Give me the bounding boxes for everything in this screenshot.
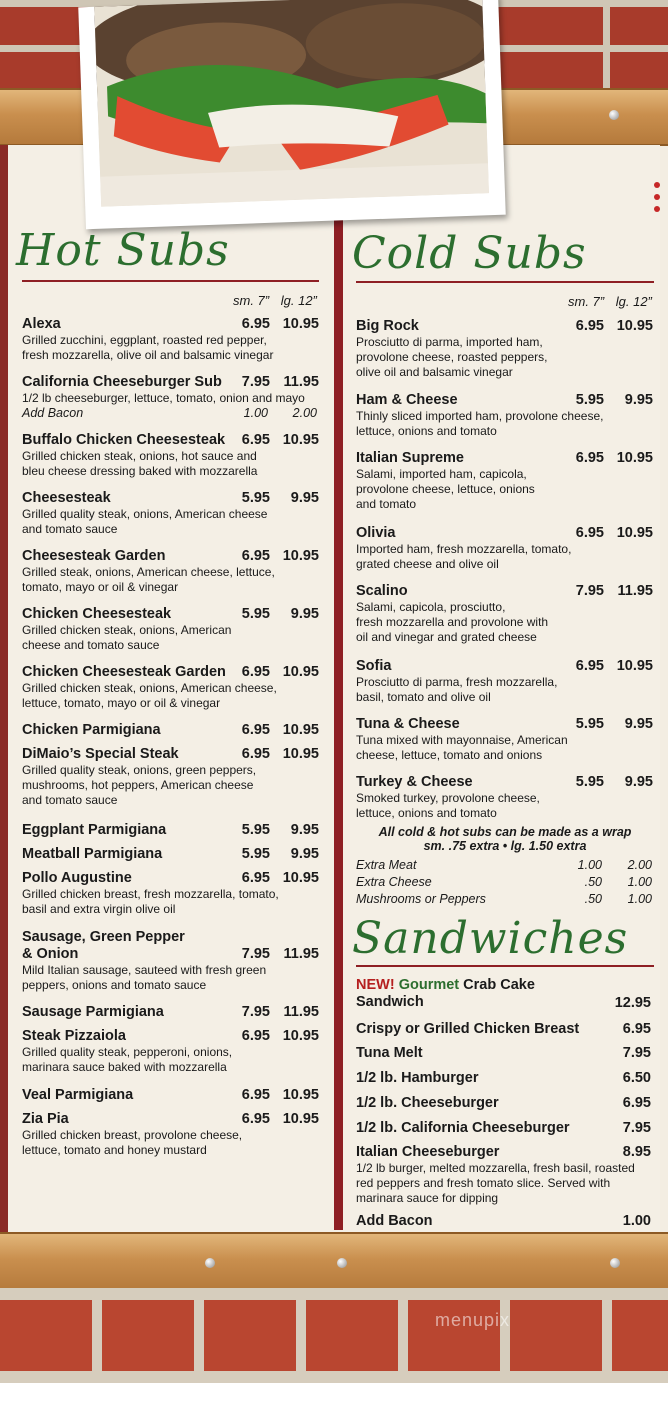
hot-item-price-small: 6.95 (241, 1111, 270, 1127)
hot-item-price-large: 10.95 (282, 722, 319, 738)
cold-item-description: Thinly sliced imported ham, provolone cheese, (356, 409, 604, 423)
cold-item-description: Smoked turkey, provolone cheese, (356, 791, 540, 805)
hot-item (22, 1111, 322, 1158)
cold-item-description: fresh mozzarella and provolone with (356, 615, 549, 629)
hot-item-name: Eggplant Parmigiana (22, 822, 167, 838)
sandwich-item (356, 1213, 654, 1230)
sandwich-item-description: red peppers and fresh tomato slice. Served with (356, 1176, 611, 1190)
wrap-note-line-1: All cold & hot subs can be made as a wrap (378, 825, 632, 839)
hot-item-name: Buffalo Chicken Cheesesteak (22, 432, 226, 448)
extra-item (356, 892, 654, 907)
sandwich-item-price: 1.00 (622, 1213, 651, 1229)
wood-plank-bottom (0, 1232, 668, 1292)
cold-size-header (568, 294, 652, 309)
cold-size-small-label: sm. 7” (568, 294, 605, 309)
cold-item-price-large: 10.95 (616, 658, 653, 674)
cold-size-large-label: lg. 12” (615, 294, 652, 309)
hot-item-price-large: 9.95 (290, 490, 319, 506)
cold-item-description: and tomato (356, 497, 417, 511)
hot-item-name: DiMaio’s Special Steak (22, 746, 179, 762)
extra-price-large: 2.00 (627, 858, 652, 872)
hot-item (22, 846, 322, 863)
sandwich-item-price: 8.95 (622, 1144, 651, 1160)
hot-item-name: Chicken Cheesesteak Garden (22, 664, 226, 680)
hot-item-price-small: 6.95 (241, 316, 270, 332)
cold-item-description: provolone cheese, lettuce, onions (356, 482, 535, 496)
cold-item-price-small: 5.95 (575, 392, 604, 408)
hot-item (22, 1087, 322, 1104)
nail-icon (610, 1258, 620, 1268)
sandwich-item (356, 1021, 654, 1038)
hot-item-price-small: 5.95 (241, 606, 270, 622)
hot-item-price-large: 11.95 (283, 374, 319, 390)
cold-item-description: lettuce, onions and tomato (356, 806, 497, 820)
hot-item-price-small: 7.95 (241, 1004, 270, 1020)
hot-item-description: marinara sauce baked with mozzarella (22, 1060, 227, 1074)
cold-item-price-large: 9.95 (624, 716, 653, 732)
hot-item (22, 746, 322, 808)
hot-item-description: mushrooms, hot peppers, American cheese (22, 778, 254, 792)
sandwich-item-name-text: Crab Cake (463, 977, 535, 993)
cold-item-description: lettuce, onions and tomato (356, 424, 497, 438)
extra-label: Extra Cheese (356, 875, 432, 889)
cold-item-price-small: 5.95 (575, 716, 604, 732)
column-divider (334, 205, 343, 1230)
hot-item-price-small: 6.95 (241, 746, 270, 762)
cold-item-price-large: 10.95 (616, 318, 653, 334)
sandwich-item-price: 12.95 (614, 995, 651, 1011)
sandwich-item (356, 1070, 654, 1087)
hot-item-price-large: 10.95 (282, 316, 319, 332)
cold-item-description: provolone cheese, roasted peppers, (356, 350, 548, 364)
sandwich-item (356, 977, 654, 1011)
hot-item-price-small: 5.95 (241, 846, 270, 862)
hot-size-large-label: lg. 12” (280, 293, 317, 308)
hot-item-price-small: 5.95 (241, 822, 270, 838)
sandwich-item-name (356, 977, 654, 994)
hot-item-description: Grilled chicken breast, fresh mozzarella, tomato, (22, 887, 279, 901)
hot-item-name: Pollo Augustine (22, 870, 132, 886)
hot-item-price-small: 6.95 (241, 1028, 270, 1044)
sandwich-item-price: 7.95 (622, 1120, 651, 1136)
hot-item-description: and tomato sauce (22, 522, 118, 536)
cold-item-price-large: 9.95 (624, 774, 653, 790)
cold-item-description: grated cheese and olive oil (356, 557, 499, 571)
cold-item-description: oil and vinegar and grated cheese (356, 630, 537, 644)
bottom-margin (0, 1383, 668, 1405)
hot-item-addon (22, 406, 322, 421)
sandwich-item-description: 1/2 lb burger, melted mozzarella, fresh basil, roasted (356, 1161, 635, 1175)
hot-item-price-small: 6.95 (241, 432, 270, 448)
hot-item-description: Grilled steak, onions, American cheese, lettuce, (22, 565, 275, 579)
sandwich-item (356, 1045, 654, 1062)
cold-item-description: Imported ham, fresh mozzarella, tomato, (356, 542, 572, 556)
hot-item-name: Zia Pia (22, 1111, 69, 1127)
hot-item-description: Grilled quality steak, onions, American cheese (22, 507, 268, 521)
extra-label: Extra Meat (356, 858, 417, 872)
sandwich-item (356, 1144, 654, 1206)
hot-item-description: Grilled chicken steak, onions, American cheese, (22, 681, 277, 695)
cold-item (356, 392, 656, 439)
hot-item (22, 374, 322, 421)
decorative-dots (654, 182, 662, 218)
cold-item (356, 583, 656, 645)
cold-item (356, 525, 656, 572)
hot-item-name: California Cheeseburger Sub (22, 374, 222, 390)
cold-item-price-small: 5.95 (575, 774, 604, 790)
cold-item-price-large: 11.95 (617, 583, 653, 599)
cold-item-description: Salami, imported ham, capicola, (356, 467, 527, 481)
hot-item-description: lettuce, tomato, mayo or oil & vinegar (22, 696, 221, 710)
hot-item (22, 1004, 322, 1021)
menu-left-edge (0, 145, 8, 1233)
nail-icon (205, 1258, 215, 1268)
hot-item-description: bleu cheese dressing baked with mozzarella (22, 464, 258, 478)
hot-item (22, 432, 322, 479)
hot-item-description: 1/2 lb cheeseburger, lettuce, tomato, onion and mayo (22, 391, 305, 405)
cold-item-name: Ham & Cheese (356, 392, 458, 408)
hot-item-price-large: 11.95 (283, 1004, 319, 1020)
cold-item-name: Italian Supreme (356, 450, 464, 466)
cold-item-price-small: 6.95 (575, 318, 604, 334)
hot-item-description: tomato, mayo or oil & vinegar (22, 580, 179, 594)
hot-item-name: Meatball Parmigiana (22, 846, 163, 862)
sandwich-item-price: 6.50 (622, 1070, 651, 1086)
cold-item (356, 774, 656, 821)
hot-item-price-large: 10.95 (282, 664, 319, 680)
hot-item (22, 548, 322, 595)
hot-item-name: Cheesesteak (22, 490, 111, 506)
hot-item (22, 606, 322, 653)
cold-item-name: Turkey & Cheese (356, 774, 473, 790)
sandwich-item-description: marinara sauce for dipping (356, 1191, 499, 1205)
hot-item-description: Grilled quality steak, pepperoni, onions, (22, 1045, 233, 1059)
hot-item-price-large: 10.95 (282, 548, 319, 564)
cold-item-name: Tuna & Cheese (356, 716, 460, 732)
hot-item-description: Grilled chicken breast, provolone cheese, (22, 1128, 243, 1142)
cold-item (356, 450, 656, 512)
sandwich-item-price: 7.95 (622, 1045, 651, 1061)
cold-subs-title: Cold Subs (352, 228, 587, 279)
cold-item-description: cheese, lettuce, tomato and onions (356, 748, 543, 762)
hot-item (22, 316, 322, 363)
cold-item-name: Big Rock (356, 318, 419, 334)
sandwich-item-name: 1/2 lb. Cheeseburger (356, 1095, 499, 1111)
sandwich-item-price: 6.95 (622, 1021, 651, 1037)
hot-item-description: Grilled chicken steak, onions, American (22, 623, 232, 637)
addon-price-large: 2.00 (292, 406, 317, 420)
sandwich-item-price: 6.95 (622, 1095, 651, 1111)
cold-item-description: olive oil and balsamic vinegar (356, 365, 513, 379)
cold-item-price-small: 6.95 (575, 658, 604, 674)
nail-icon (609, 110, 619, 120)
hot-item-name: Chicken Parmigiana (22, 722, 161, 738)
hot-item-price-small: 6.95 (241, 548, 270, 564)
addon-label: Add Bacon (22, 406, 84, 420)
extra-item (356, 858, 654, 873)
extra-price-small: .50 (584, 875, 602, 889)
sandwich-item-name: Italian Cheeseburger (356, 1144, 500, 1160)
hot-item-description: fresh mozzarella, olive oil and balsamic vinegar (22, 348, 274, 362)
hot-item-price-large: 10.95 (282, 432, 319, 448)
hot-item-description: cheese and tomato sauce (22, 638, 160, 652)
hot-item-description: Grilled zucchini, eggplant, roasted red pepper, (22, 333, 267, 347)
cold-item-description: Tuna mixed with mayonnaise, American (356, 733, 568, 747)
cold-item-price-small: 7.95 (575, 583, 604, 599)
cold-item-price-large: 10.95 (616, 525, 653, 541)
sandwiches-title: Sandwiches (352, 913, 629, 964)
hot-item-description: lettuce, tomato and honey mustard (22, 1143, 207, 1157)
hot-item-description: Grilled chicken steak, onions, hot sauce and (22, 449, 257, 463)
watermark: menupix (435, 1310, 511, 1330)
extra-item (356, 875, 654, 890)
cold-item-description: basil, tomato and olive oil (356, 690, 491, 704)
hot-item-price-small: 6.95 (241, 722, 270, 738)
hot-item-name: Alexa (22, 316, 61, 332)
hot-item-price-large: 9.95 (290, 846, 319, 862)
extra-price-small: .50 (584, 892, 602, 906)
sandwich-item (356, 1120, 654, 1137)
cold-item-description: Prosciutto di parma, fresh mozzarella, (356, 675, 558, 689)
cold-item-description: Prosciutto di parma, imported ham, (356, 335, 543, 349)
brick-wall-bottom (0, 1288, 668, 1383)
sandwich-item-name-line-2: Sandwich (356, 994, 424, 1010)
hot-item-name: Steak Pizzaiola (22, 1028, 126, 1044)
nail-icon (337, 1258, 347, 1268)
hot-item-price-large: 10.95 (282, 870, 319, 886)
sandwich-photo (78, 0, 505, 229)
gourmet-label: Gourmet (398, 977, 460, 993)
sandwich-item-name: 1/2 lb. Hamburger (356, 1070, 479, 1086)
hot-item (22, 870, 322, 917)
extra-price-small: 1.00 (577, 858, 602, 872)
hot-item-price-large: 10.95 (282, 1028, 319, 1044)
hot-item-price-large: 9.95 (290, 606, 319, 622)
sandwich-item-name: Add Bacon (356, 1213, 433, 1229)
hot-item-price-small: 6.95 (241, 870, 270, 886)
hot-item-name: Chicken Cheesesteak (22, 606, 172, 622)
hot-subs-rule (22, 280, 319, 282)
cold-item (356, 716, 656, 763)
hot-item-name: Sausage Parmigiana (22, 1004, 164, 1020)
sandwich-image (94, 0, 489, 207)
sandwiches-rule (356, 965, 654, 967)
cold-item-name: Sofia (356, 658, 392, 674)
hot-item (22, 822, 322, 839)
hot-item-price-small: 7.95 (241, 374, 270, 390)
hot-item-description: and tomato sauce (22, 793, 118, 807)
hot-item-price-small: 6.95 (241, 664, 270, 680)
hot-item-description: Grilled quality steak, onions, green peppers, (22, 763, 257, 777)
hot-item-price-small: 6.95 (241, 1087, 270, 1103)
sandwich-item-name: 1/2 lb. California Cheeseburger (356, 1120, 570, 1136)
cold-item-description: Salami, capicola, prosciutto, (356, 600, 506, 614)
sandwich-item (356, 1095, 654, 1112)
hot-item-price-large: 9.95 (290, 822, 319, 838)
hot-item (22, 490, 322, 537)
hot-size-small-label: sm. 7” (233, 293, 270, 308)
hot-item (22, 1028, 322, 1075)
cold-item-name: Olivia (356, 525, 396, 541)
hot-item-description: basil and extra virgin olive oil (22, 902, 176, 916)
hot-item-description: peppers, onions and tomato sauce (22, 978, 207, 992)
hot-item (22, 664, 322, 711)
hot-item-price-large: 10.95 (282, 1087, 319, 1103)
hot-item-name-line-2: & Onion (22, 946, 79, 962)
hot-item-price-small: 7.95 (241, 946, 270, 962)
new-badge: NEW! (356, 977, 395, 993)
cold-item-price-large: 10.95 (616, 450, 653, 466)
hot-item-name: Cheesesteak Garden (22, 548, 166, 564)
extra-price-large: 1.00 (627, 892, 652, 906)
hot-item-description: Mild Italian sausage, sauteed with fresh green (22, 963, 267, 977)
cold-item-price-small: 6.95 (575, 525, 604, 541)
hot-item-price-large: 10.95 (282, 1111, 319, 1127)
extra-price-large: 1.00 (627, 875, 652, 889)
hot-item-name: Sausage, Green Pepper (22, 929, 185, 945)
cold-item (356, 658, 656, 705)
hot-item-price-large: 10.95 (282, 746, 319, 762)
addon-price-small: 1.00 (243, 406, 268, 420)
extra-label: Mushrooms or Peppers (356, 892, 486, 906)
wrap-note (356, 825, 654, 853)
cold-item (356, 318, 656, 380)
sandwich-item-name: Tuna Melt (356, 1045, 423, 1061)
hot-subs-title: Hot Subs (16, 225, 230, 276)
hot-item (22, 722, 322, 739)
hot-item (22, 929, 322, 993)
cold-item-price-small: 6.95 (575, 450, 604, 466)
cold-item-price-large: 9.95 (624, 392, 653, 408)
cold-subs-rule (356, 281, 654, 283)
hot-item-name: Veal Parmigiana (22, 1087, 134, 1103)
sandwich-item-name: Crispy or Grilled Chicken Breast (356, 1021, 580, 1037)
hot-item-price-large: 11.95 (283, 946, 319, 962)
hot-size-header (233, 293, 317, 308)
cold-item-name: Scalino (356, 583, 408, 599)
wrap-note-line-2: sm. .75 extra • lg. 1.50 extra (423, 839, 587, 853)
hot-item-price-small: 5.95 (241, 490, 270, 506)
